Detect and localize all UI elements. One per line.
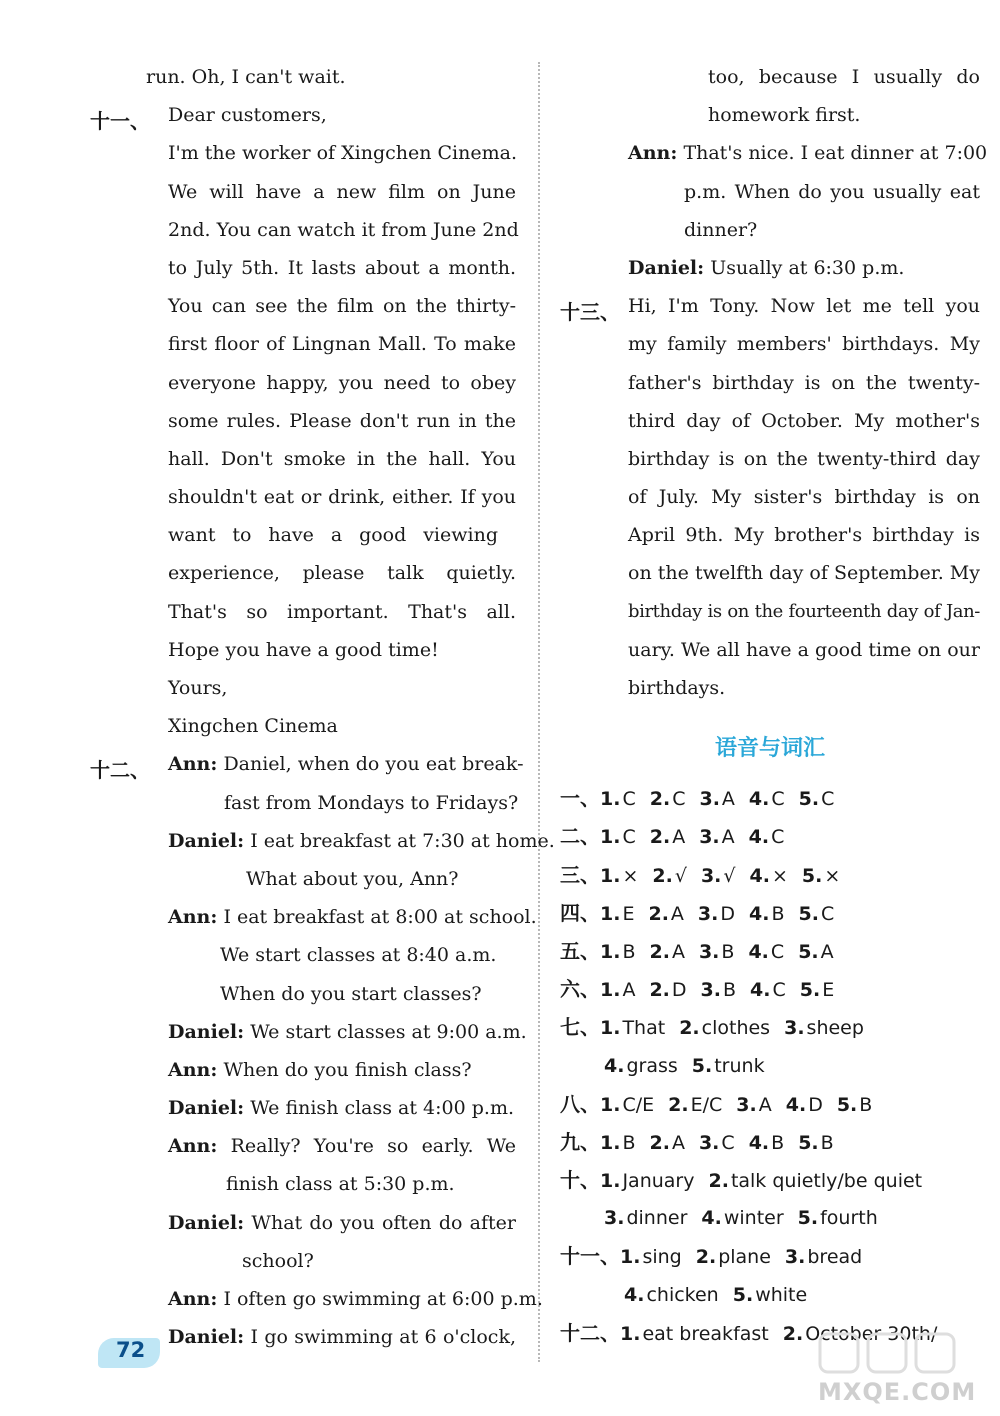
watermark: [790, 1326, 990, 1410]
answer-section-label: 七、: [560, 1015, 600, 1040]
answer-number: 3.: [700, 864, 722, 887]
answer-value: C: [771, 788, 785, 811]
answer-number: 5.: [691, 1054, 713, 1077]
answer-value: E: [622, 902, 635, 925]
answer-number: 3.: [698, 940, 720, 963]
answer-number: 5.: [732, 1283, 754, 1306]
answer-number: 4.: [748, 940, 769, 963]
answer-value: C: [721, 1131, 735, 1154]
dialogue-line: [168, 1089, 516, 1127]
letter-line: I'm the worker of Xingchen Cinema.: [168, 142, 517, 165]
dialogue-text: Really? You're so early. We: [230, 1135, 516, 1158]
answer-number: 1.: [600, 1093, 621, 1116]
answer-value: chicken: [646, 1283, 719, 1306]
answer-value: B: [771, 902, 785, 925]
answer-value: A: [820, 940, 834, 963]
answer-row: [560, 1047, 980, 1085]
answer-number: 4.: [624, 1283, 645, 1306]
answer-value: ×: [824, 864, 841, 887]
answer-value: C: [772, 979, 786, 1002]
answer-value: C: [622, 788, 636, 811]
answer-value: B: [820, 1131, 834, 1154]
dialogue-line: [168, 1280, 543, 1318]
section-heading-wrap: [560, 707, 980, 779]
answer-number: 1.: [620, 1246, 641, 1269]
answer-value: sing: [642, 1246, 682, 1269]
letter-line: shouldn't eat or drink, either. If you: [168, 486, 516, 509]
answer-section-label: 五、: [560, 938, 600, 963]
answer-value: E: [822, 979, 835, 1002]
answer-number: 5.: [797, 1207, 819, 1230]
dialogue-line: [168, 1013, 527, 1051]
answer-value: ×: [622, 864, 639, 887]
answer-value: dinner: [626, 1207, 688, 1230]
answer-number: 3.: [697, 902, 719, 925]
answer-value: B: [622, 1131, 636, 1154]
answer-number: 5.: [798, 940, 819, 963]
answer-value: B: [622, 940, 636, 963]
speaker: Ann:: [168, 753, 218, 776]
passage-line: on the twelfth day of September. My: [628, 562, 980, 585]
answer-value: C: [672, 788, 686, 811]
section-title: 语音与词汇: [714, 736, 825, 762]
answer-row: [560, 970, 980, 1008]
section-label: 十一、: [90, 109, 150, 134]
answer-number: 4.: [749, 902, 770, 925]
answer-number: 2.: [782, 1322, 804, 1345]
answer-value: That: [622, 1017, 666, 1040]
letter-line: hall. Don't smoke in the hall. You: [168, 447, 516, 470]
dialogue-text: That's nice. I eat dinner at 7:00: [683, 142, 988, 165]
speaker: Daniel:: [168, 1097, 245, 1120]
answer-value: October 30th/: [805, 1322, 938, 1345]
page-number: 72: [116, 1338, 146, 1362]
answer-value: trunk: [714, 1054, 765, 1077]
answer-value: B: [771, 1131, 785, 1154]
passage-line: my family members' birthdays. My: [628, 333, 980, 356]
answer-list: [560, 779, 980, 1352]
answer-value: C: [622, 826, 636, 849]
letter-line: Hope you have a good time!: [168, 638, 439, 661]
letter-line: to July 5th. It lasts about a month.: [168, 256, 516, 279]
answer-number: 4.: [604, 1054, 625, 1077]
answer-number: 4.: [749, 864, 770, 887]
dialogue-text: We finish class at 4:00 p.m.: [250, 1097, 515, 1120]
dialogue-line: [628, 134, 988, 172]
dialogue-line: [168, 1051, 516, 1089]
letter-line: Xingchen Cinema: [168, 715, 338, 738]
answer-number: 5.: [798, 902, 819, 925]
answer-value: C: [820, 902, 835, 925]
answer-row: [560, 1008, 980, 1046]
answer-section-label: 二、: [560, 824, 600, 849]
answer-number: 1.: [600, 940, 621, 963]
answer-row: [560, 1161, 980, 1199]
answer-value: C/E: [622, 1093, 655, 1116]
answer-value: C: [770, 940, 785, 963]
watermark-text: MXQE.COM: [818, 1378, 977, 1406]
speaker: Daniel:: [628, 256, 705, 279]
speaker: Ann:: [168, 1058, 218, 1081]
passage-line: father's birthday is on the twenty-: [628, 371, 980, 394]
answer-value: A: [672, 826, 686, 849]
answer-section-label: 六、: [560, 977, 600, 1002]
answer-value: fourth: [820, 1207, 878, 1230]
passage-line: Hi, I'm Tony. Now let me tell you: [628, 295, 980, 318]
answer-value: white: [755, 1283, 808, 1306]
answer-number: 4.: [701, 1207, 722, 1230]
answer-number: 1.: [600, 1170, 621, 1193]
speaker: Daniel:: [168, 1020, 245, 1043]
left-column: [90, 58, 555, 1356]
answer-value: ×: [771, 864, 788, 887]
answer-number: 1.: [600, 1131, 621, 1154]
answer-number: 3.: [784, 1246, 806, 1269]
answer-section-label: 四、: [560, 900, 600, 925]
answer-number: 1.: [620, 1322, 641, 1345]
answer-row: [560, 856, 980, 894]
answer-value: eat breakfast: [642, 1322, 769, 1345]
answer-value: A: [758, 1093, 772, 1116]
answer-number: 2.: [695, 1246, 717, 1269]
letter-line: Dear customers,: [168, 104, 327, 127]
answer-number: 1.: [600, 902, 621, 925]
answer-number: 3.: [698, 1131, 720, 1154]
answer-section-label: 十一、: [560, 1244, 620, 1269]
dialogue-line: school?: [242, 1249, 314, 1272]
dialogue-line: [168, 745, 524, 783]
letter-line: some rules. Please don't run in the: [168, 409, 516, 432]
answer-row: [560, 1237, 980, 1275]
answer-number: 3.: [784, 1017, 805, 1040]
answer-value: talk quietly/be quiet: [730, 1170, 923, 1193]
dialogue-text: Usually at 6:30 p.m.: [710, 256, 905, 279]
answer-number: 2.: [649, 826, 671, 849]
answer-value: bread: [807, 1246, 863, 1269]
dialogue-line: When do you start classes?: [220, 982, 482, 1005]
dialogue-line: [168, 1127, 516, 1165]
answer-number: 1.: [600, 826, 621, 849]
answer-number: 3.: [604, 1207, 625, 1230]
dialogue-text: I eat breakfast at 8:00 at school.: [223, 906, 537, 929]
answer-number: 4.: [750, 979, 771, 1002]
dialogue-line: [168, 1318, 516, 1356]
answer-value: D: [671, 979, 687, 1002]
dialogue-line: [168, 822, 555, 860]
dialogue-text: I often go swimming at 6:00 p.m.: [223, 1288, 543, 1310]
letter-line: experience, please talk quietly.: [168, 562, 516, 585]
answer-value: A: [622, 979, 636, 1002]
dialogue-text: Daniel, when do you eat break-: [223, 753, 524, 776]
answer-row: [560, 1085, 980, 1123]
dialogue-line: finish class at 5:30 p.m.: [226, 1173, 455, 1196]
speaker: Daniel:: [168, 1326, 245, 1349]
passage-line: third day of October. My mother's: [628, 409, 980, 432]
answer-number: 2.: [649, 979, 670, 1002]
column-divider: [538, 62, 540, 1362]
answer-value: D: [720, 902, 736, 925]
answer-number: 1.: [600, 864, 621, 887]
answer-number: 4.: [748, 788, 770, 811]
answer-row: [560, 779, 980, 817]
dialogue-continued: [560, 134, 988, 287]
answer-section-label: 三、: [560, 862, 600, 887]
answer-value: grass: [626, 1054, 678, 1077]
section-12: [90, 745, 555, 1356]
letter-line: everyone happy, you need to obey: [168, 371, 516, 394]
answer-value: E/C: [690, 1093, 723, 1116]
answer-value: A: [670, 902, 684, 925]
letter-line: That's so important. That's all.: [168, 600, 516, 623]
answer-number: 1.: [600, 1017, 621, 1040]
answer-row: [560, 1199, 980, 1237]
dialogue-line: We start classes at 8:40 a.m.: [220, 944, 497, 967]
answer-number: 4.: [748, 1131, 770, 1154]
answer-value: C: [821, 788, 835, 811]
section-13: [560, 287, 980, 707]
dialogue-text: I eat breakfast at 7:30 at home.: [250, 829, 555, 852]
dialogue-text: We start classes at 9:00 a.m.: [250, 1020, 527, 1043]
answer-row: [560, 894, 980, 932]
answer-value: sheep: [806, 1017, 864, 1040]
answer-value: January: [622, 1170, 695, 1193]
dialogue-line: dinner?: [684, 218, 758, 241]
answer-value: D: [808, 1093, 823, 1116]
page-number-badge: [98, 1336, 174, 1370]
answer-value: clothes: [701, 1017, 771, 1040]
answer-number: 2.: [649, 940, 670, 963]
answer-value: A: [721, 826, 735, 849]
answer-number: 4.: [785, 1093, 807, 1116]
passage-line: birthdays.: [628, 677, 726, 699]
letter-line: want to have a good viewing: [168, 524, 498, 547]
letter-line: You can see the film on the thirty-: [168, 295, 516, 318]
answer-section-label: 九、: [560, 1129, 600, 1154]
answer-value: B: [859, 1093, 873, 1116]
answer-number: 2.: [648, 902, 669, 925]
answer-number: 2.: [679, 1017, 700, 1040]
dialogue-line: What about you, Ann?: [246, 867, 459, 890]
passage-line: birthday is on the fourteenth day of Jan-: [628, 600, 980, 622]
speaker: Daniel:: [168, 1211, 245, 1234]
answer-number: 2.: [649, 1131, 670, 1154]
answer-number: 3.: [736, 1093, 757, 1116]
speaker: Daniel:: [168, 829, 245, 852]
answer-value: B: [721, 940, 735, 963]
answer-value: A: [671, 940, 685, 963]
dialogue-line: [168, 1204, 516, 1242]
continued-line: homework first.: [708, 104, 861, 127]
answer-row: [560, 1276, 980, 1314]
passage-line: uary. We all have a good time on our: [628, 638, 980, 661]
answer-number: 5.: [799, 979, 821, 1002]
letter-line: first floor of Lingnan Mall. To make: [168, 333, 516, 356]
answer-value: A: [721, 788, 735, 811]
answer-number: 3.: [700, 979, 721, 1002]
continued-line: too, because I usually do: [708, 66, 980, 88]
continued-line: run. Oh, I can't wait.: [146, 66, 346, 88]
answer-number: 3.: [699, 788, 720, 811]
answer-value: A: [671, 1131, 685, 1154]
answer-number: 1.: [600, 788, 621, 811]
answer-number: 2.: [652, 864, 673, 887]
speaker: Ann:: [168, 1135, 218, 1158]
answer-number: 4.: [748, 826, 770, 849]
answer-row: [560, 1123, 980, 1161]
dialogue-line: fast from Mondays to Fridays?: [224, 791, 519, 814]
passage-line: April 9th. My brother's birthday is: [628, 524, 980, 547]
answer-number: 5.: [836, 1093, 858, 1116]
answer-number: 5.: [798, 788, 820, 811]
answer-section-label: 八、: [560, 1091, 600, 1116]
passage-line: of July. My sister's birthday is on: [628, 486, 980, 509]
answer-value: winter: [723, 1207, 784, 1230]
dialogue-text: I go swimming at 6 o'clock,: [250, 1326, 517, 1349]
speaker: Ann:: [628, 142, 678, 165]
answer-value: plane: [718, 1246, 771, 1269]
right-column: [560, 58, 988, 1352]
speaker: Ann:: [168, 906, 218, 929]
letter-line: Yours,: [168, 677, 228, 699]
dialogue-text: When do you finish class?: [223, 1058, 472, 1081]
answer-value: B: [723, 979, 737, 1002]
answer-section-label: 一、: [560, 786, 600, 811]
answer-number: 2.: [708, 1170, 729, 1193]
answer-value: √: [723, 864, 736, 887]
passage-line: birthday is on the twenty-third day: [628, 447, 980, 470]
section-label: 十二、: [90, 758, 150, 783]
answer-row: [560, 817, 980, 855]
answer-section-label: 十、: [560, 1168, 600, 1193]
section-label: 十三、: [560, 300, 620, 325]
answer-section-label: 十二、: [560, 1320, 620, 1345]
dialogue-text: What do you often do after: [251, 1211, 517, 1234]
dialogue-line: [628, 249, 980, 287]
answer-number: 2.: [668, 1093, 689, 1116]
letter-line: 2nd. You can watch it from June 2nd: [168, 218, 519, 241]
section-11: [90, 96, 519, 745]
answer-number: 2.: [649, 788, 671, 811]
answer-number: 5.: [798, 1131, 819, 1154]
answer-number: 3.: [699, 826, 720, 849]
answer-value: C: [771, 826, 785, 849]
dialogue-line: p.m. When do you usually eat: [684, 180, 980, 203]
dialogue-line: [168, 898, 537, 936]
answer-number: 1.: [600, 979, 621, 1002]
speaker: Ann:: [168, 1288, 218, 1310]
answer-number: 5.: [801, 864, 823, 887]
answer-value: √: [674, 864, 687, 887]
letter-line: We will have a new film on June: [168, 180, 516, 203]
answer-row: [560, 932, 980, 970]
